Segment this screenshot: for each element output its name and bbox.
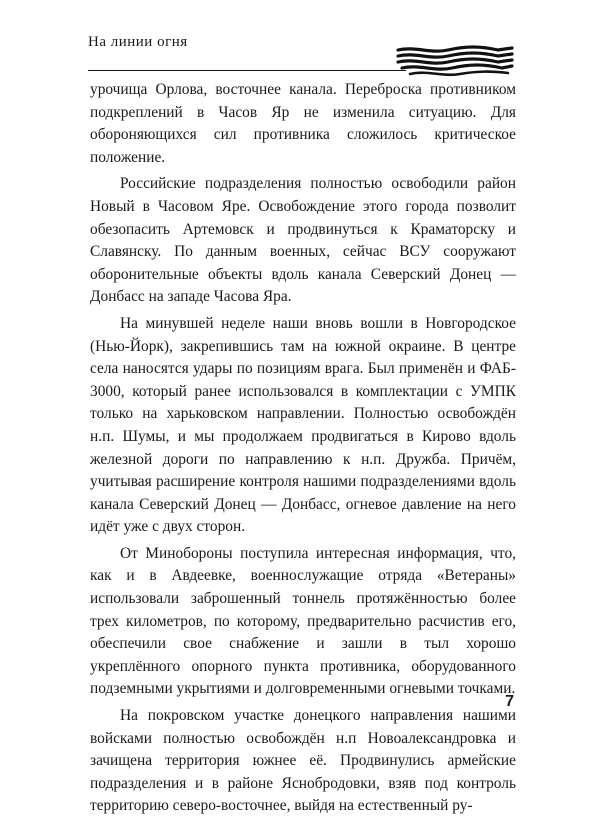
striped-wave-ornament-icon bbox=[396, 44, 514, 78]
paragraph-4: От Минобороны поступила интересная информация, что, как и в Авдеевке, военнослужащие отряда «Ветераны» использовали заброшенный тоннель протяжённостью более трех километров, по которому, предварительно расчистив его, обеспечили свое снабжение и зашли в тыл хорошо укреплённого опорного пункта противника, оборудованного подземными укрытиями и долговременными огневыми точками. bbox=[90, 544, 516, 698]
running-header-title: На линии огня bbox=[88, 34, 188, 50]
paragraph-2: Российские подразделения полностью освободили район Новый в Часовом Яре. Освобождение этого города позволит обезопасить Артемовск и продвинуться к Краматорску и Славянску. По данным военных, сейчас ВСУ сооружают оборонительные объекты вдоль канала Северский Донец — Донбасс на западе Часова Яра. bbox=[90, 175, 516, 306]
header-rule bbox=[88, 70, 406, 71]
body-text bbox=[90, 79, 516, 818]
paragraph-3: На минувшей неделе наши вновь вошли в Новгородское (Нью-Йорк), закрепившись там на южной окраине. В центре села наносятся удары по позициям врага. Был применён и ФАБ- 3000, который ранее использовался в комплектации с УМПК только на харьковском направлении. Полностью освобождён н.п. Шумы, и мы продолжаем продвигаться в Кирово вдоль железной дороги по направлению к н.п. Дружба. Причём, учитывая расширение контроля нашими подразделениями вдоль канала Северский Донец — Донбасс, огневое давление на него идёт уже с двух сторон. bbox=[90, 314, 516, 536]
paragraph-1: урочища Орлова, восточнее канала. Переброска противником подкреплений в Часов Яр не изменила ситуацию. Для обороняющихся сил противника сложилось критическое положение. bbox=[90, 81, 516, 166]
paragraph-5: На покровском участке донецкого направления нашими войсками полностью освобождён н.п Новоалександровка и зачищена территория южнее её. Продвинулись армейские подразделения и в районе Яснобродовки, взяв под контроль территорию северо-восточнее, выйдя на естественный ру- bbox=[90, 707, 516, 815]
page-number: 7 bbox=[505, 693, 514, 710]
